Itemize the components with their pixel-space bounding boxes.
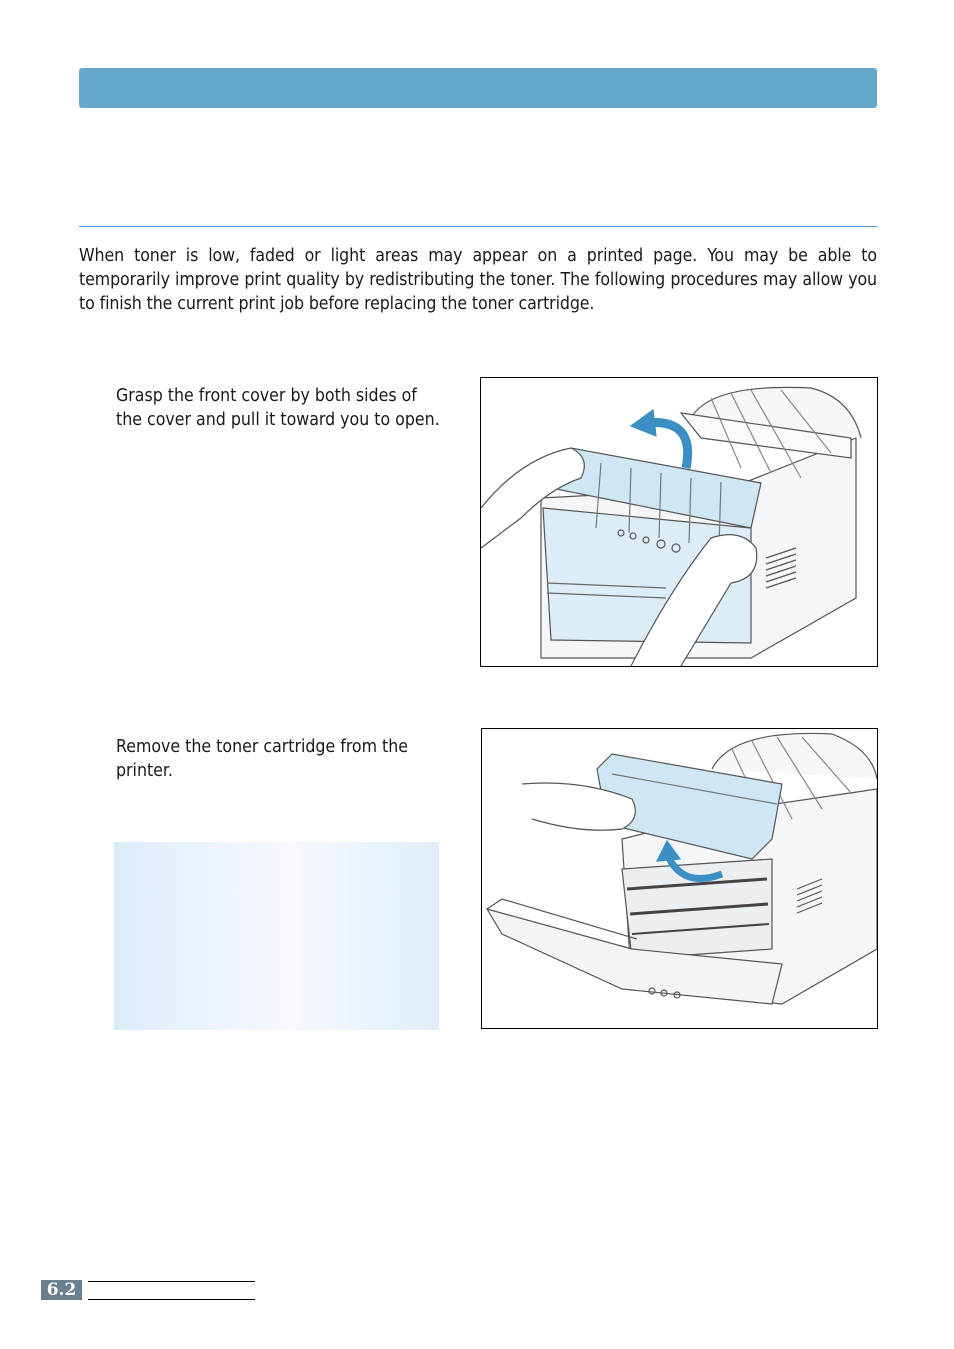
toner-removal-illustration [482,729,877,1028]
step-1-text: Grasp the front cover by both sides of the cover and pull it toward you to open. [116,386,440,430]
footer-rule-top [88,1281,255,1282]
footer-rule-bottom [88,1299,255,1300]
intro-paragraph: When toner is low, faded or light areas may appear on a printed page. You may be able to temporarily improve print quality by redistributing the toner. The following procedures may allow you to finish the current print job before replacing the toner cartridge. [79,246,877,314]
printer-open-cover-illustration [481,378,877,666]
page-number-badge: 6.2 [41,1280,82,1300]
note-box [114,842,439,1030]
step-2-text: Remove the toner cartridge from the printer. [116,737,409,781]
section-divider [79,226,877,227]
printer-open-cover-figure [480,377,878,667]
chapter-header-bar [79,68,877,108]
toner-removal-figure [481,728,878,1029]
